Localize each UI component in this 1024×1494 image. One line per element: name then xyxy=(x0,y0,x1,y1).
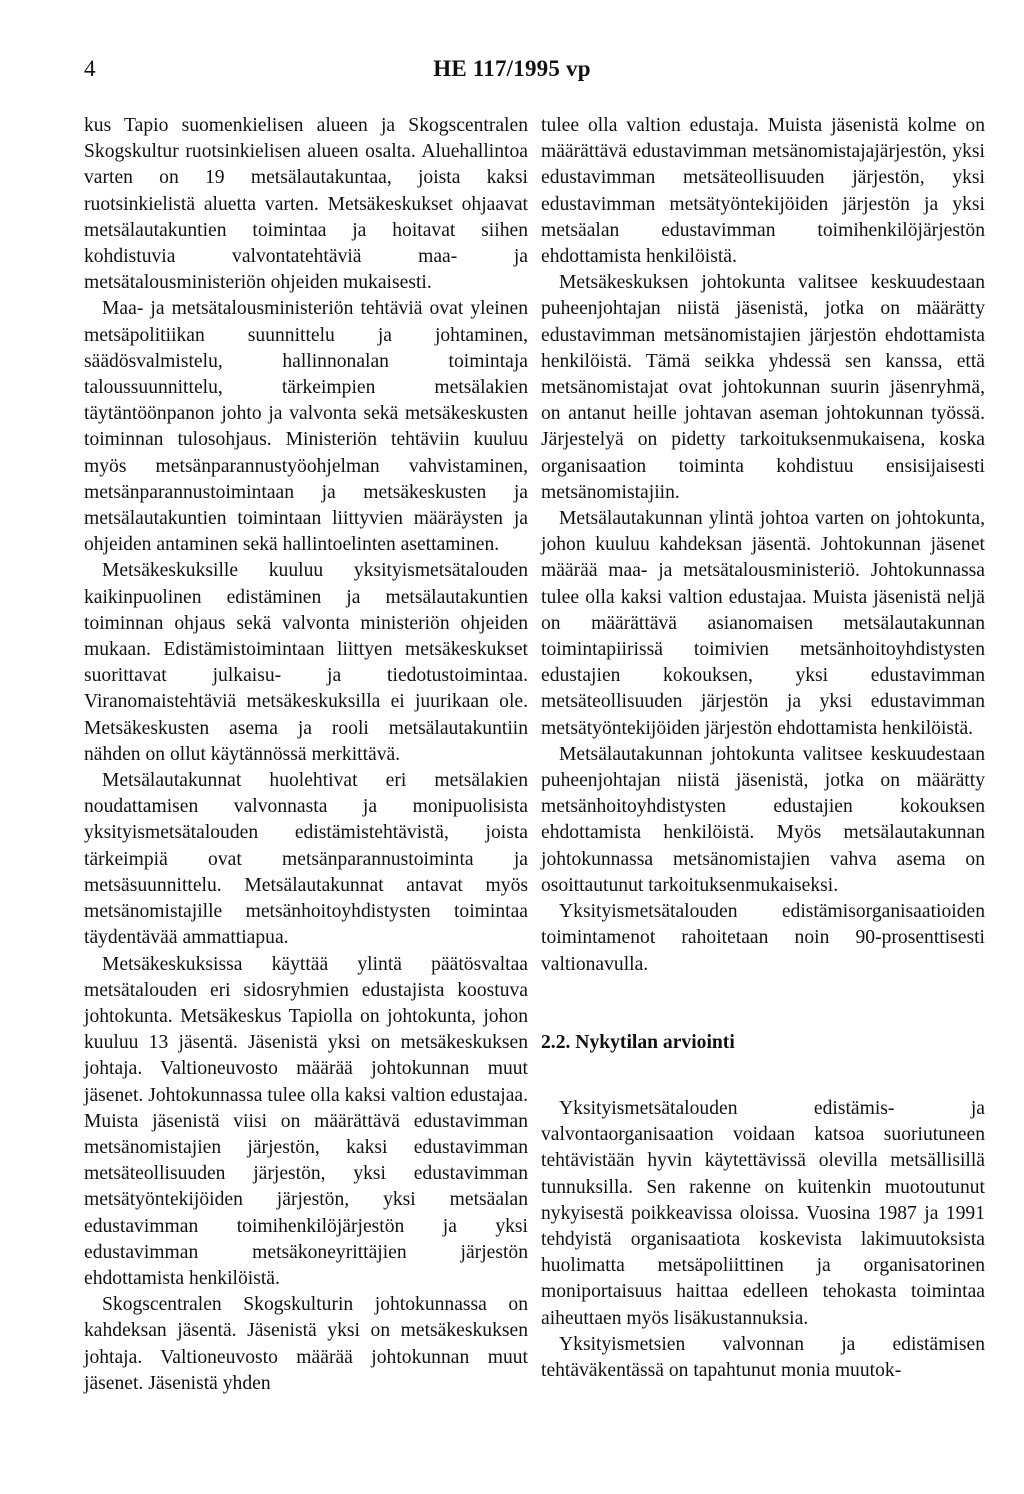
right-column xyxy=(541,113,985,1384)
paragraph: Metsälautakunnan johtokunta valitsee keskuudestaan puheenjohtajan niistä jäsenistä, jotka on määrätty metsänhoitoyhdistysten edustajien kokouksen ehdottamista henkilöistä. Myös metsälautakunnan johtokunnassa metsänomistajien vahva asema on osoittautunut tarkoituksenmukaiseksi. xyxy=(541,743,985,896)
paragraph: Metsäkeskuksissa käyttää ylintä päätösvaltaa metsätalouden eri sidosryhmien edustajista koostuva johtokunta. Metsäkeskus Tapiolla on johtokunta, johon kuuluu 13 jäsentä. Jäsenistä yksi on metsäkeskuksen johtaja. Valtioneuvosto määrää johtokunnan muut jäsenet. Johtokunnassa tulee olla kaksi valtion edustajaa. Muista jäsenistä viisi on määrättävä edustavimman metsänomistajien järjestön, kaksi edustavimman metsäteollisuuden järjestön, yksi edustavimman metsätyöntekijöiden järjestön, yksi metsäalan edustavimman toimihenkilöjärjestön ja yksi edustavimman metsäkoneyrittäjien järjestön ehdottamista henkilöistä. xyxy=(84,953,529,1289)
paragraph: kus Tapio suomenkielisen alueen ja Skogscentralen Skogskultur ruotsinkielisen alueen osalta. Aluehallintoa varten on 19 metsälautakuntaa, joista kaksi ruotsinkielistä aluetta varten. Metsäkeskukset ohjaavat metsälautakuntien toimintaa ja hoitavat siihen kohdistuvia valvontatehtäviä maa- ja metsätalousministeriön ohjeiden mukaisesti. xyxy=(84,115,528,294)
paragraph: Yksityismetsien valvonnan ja edistämisen tehtäväkentässä on tapahtunut monia muutok- xyxy=(541,1333,985,1381)
paragraph: Metsäkeskuksen johtokunta valitsee keskuudestaan puheenjohtajan niistä jäsenistä, jotka on määrätty edustavimman metsänomistajien järjestön ehdottamista henkilöistä. Tämä seikka yhdessä sen kanssa, että metsänomistajat ovat johtokunnan suurin jäsenryhmä, on antanut heille johtavan aseman johtokunnan työssä. Järjestelyä on pidetty tarkoituksenmukaisena, koska organisaation toiminta kohdistuu ensisijaisesti metsänomistajiin. xyxy=(541,272,985,503)
paragraph: tulee olla valtion edustaja. Muista jäsenistä kolme on määrättävä edustavimman metsänomistajajärjestön, yksi edustavimman metsäteollisuuden järjestön, yksi edustavimman metsätyöntekijöiden järjestön ja yksi metsäalan edustavimman toimihenkilöjärjestön ehdottamista henkilöistä. xyxy=(541,115,985,268)
paragraph: Maa- ja metsätalousministeriön tehtäviä ovat yleinen metsäpolitiikan suunnittelu ja johtaminen, säädösvalmistelu, hallinnonalan toimintaja taloussuunnittelu, tärkeimpien metsälakien täytäntöönpanon johto ja valvonta sekä metsäkeskusten toiminnan tulosohjaus. Ministeriön tehtäviin kuuluu myös metsänparannustyöohjelman vahvistaminen, metsänparannustoimintaan ja metsäkeskusten ja metsälautakuntien toimintaan liittyvien määräysten ja ohjeiden antaminen sekä hallintoelinten asettaminen. xyxy=(84,298,528,556)
paragraph: Metsälautakunnan ylintä johtoa varten on johtokunta, johon kuuluu kahdeksan jäsentä. Johtokunnan jäsenet määrää maa- ja metsätalousministeriö. Johtokunnassa tulee olla kaksi valtion edustajaa. Muista jäsenistä neljä on määrättävä asianomaisen metsälautakunnan toimintapiirissä toimivien metsänhoitoyhdistysten edustajien kokouksen, yksi edustavimman metsäteollisuuden järjestön ja yksi edustavimman metsätyöntekijöiden järjestön ehdottamista henkilöistä. xyxy=(541,508,985,739)
paragraph: Metsäkeskuksille kuuluu yksityismetsätalouden kaikinpuolinen edistäminen ja metsälautakuntien toiminnan ohjaus sekä valvonta ministeriön ohjeiden mukaan. Edistämistoimintaan liittyen metsäkeskukset suorittavat julkaisu- ja tiedotustoimintaa. Viranomaistehtäviä metsäkeskuksilla ei juurikaan ole. Metsäkeskusten asema ja rooli metsälautakuntiin nähden on ollut käytännössä merkittävä. xyxy=(84,560,528,765)
paragraph: Metsälautakunnat huolehtivat eri metsälakien noudattamisen valvonnasta ja monipuolisista yksityismetsätalouden edistämistehtävistä, joista tärkeimpiä ovat metsänparannustoiminta ja metsäsuunnittelu. Metsälautakunnat antavat myös metsänomistajille metsänhoitoyhdistysten toimintaa täydentävää ammattiapua. xyxy=(84,770,528,949)
paragraph: Skogscentralen Skogskulturin johtokunnassa on kahdeksan jäsentä. Jäsenistä yksi on metsäkeskuksen johtaja. Valtioneuvosto määrää johtokunnan muut jäsenet. Jäsenistä yhden xyxy=(84,1294,528,1394)
running-head: HE 117/1995 vp xyxy=(433,56,591,81)
section-heading: 2.2. Nykytilan arviointi xyxy=(541,1031,735,1053)
paragraph: Yksityismetsätalouden edistämisorganisaatioiden toimintamenot rahoitetaan noin 90-prosenttisesti valtionavulla. xyxy=(541,901,985,975)
paragraph: Yksityismetsätalouden edistämis- ja valvontaorganisaation voidaan katsoa suoriutuneen tehtävistään hyvin käytettävissä olevilla metsällisillä tunnuksilla. Sen rakenne on kuitenkin muotoutunut nykyisestä poikkeavissa oloissa. Vuosina 1987 ja 1991 tehdyistä organisaatiota koskevista lakimuutoksista huolimatta metsäpoliittinen ja organisatorinen moniportaisuus haittaa edelleen tehokasta toimintaa aiheuttaen myös lisäkustannuksia. xyxy=(541,1097,985,1329)
left-column xyxy=(84,113,528,1397)
page-number: 4 xyxy=(84,56,96,81)
